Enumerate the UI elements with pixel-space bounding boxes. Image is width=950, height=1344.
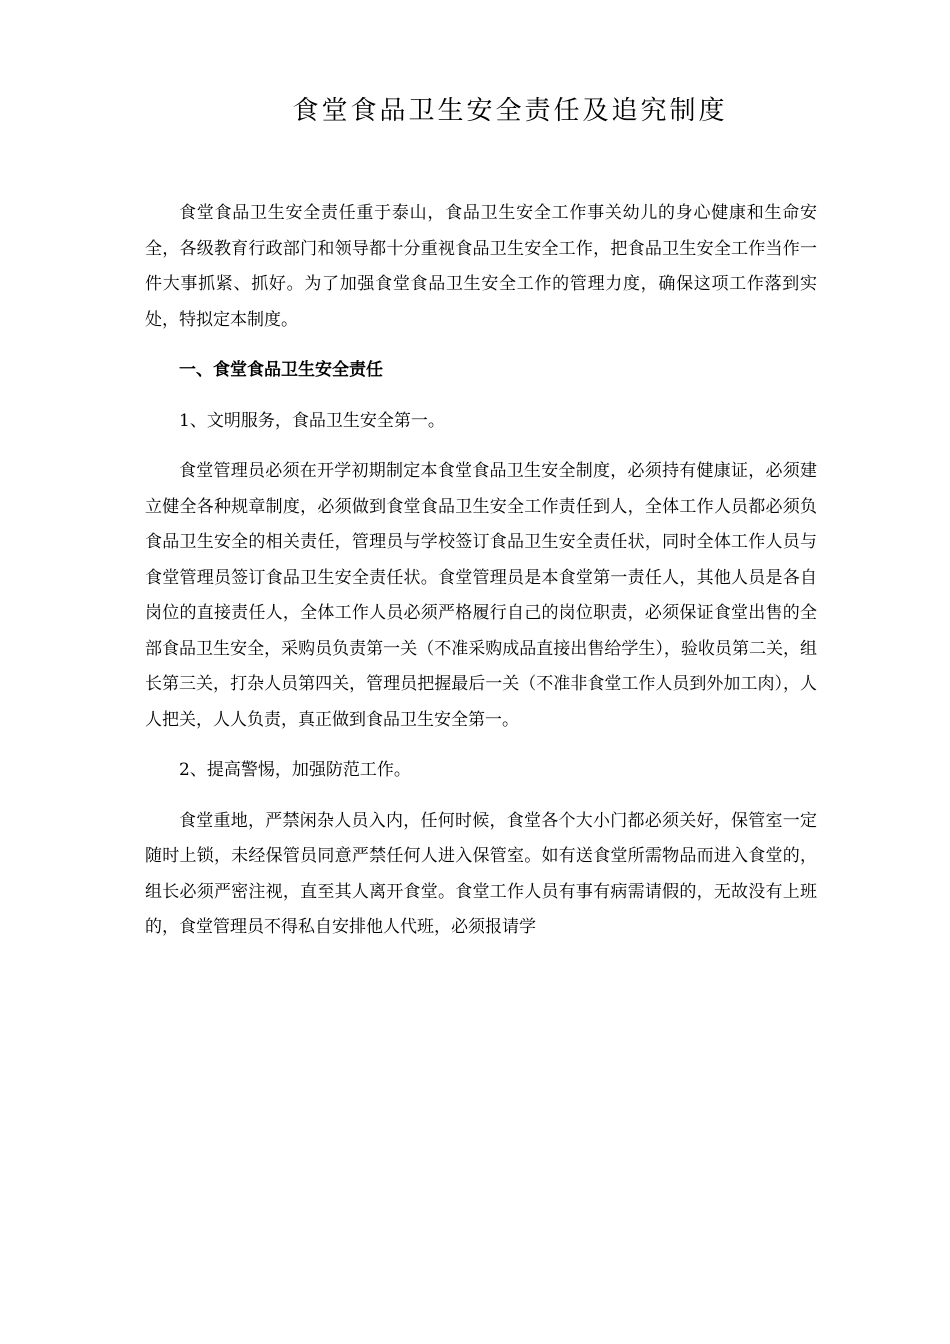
paragraph-1: 食堂管理员必须在开学初期制定本食堂食品卫生安全制度，必须持有健康证，必须建立健全各种规章制度，必须做到食堂食品卫生安全工作责任到人，全体工作人员都必须负食品卫生安全的相关责任，管理员与学校签订食品卫生安全责任状，同时全体工作人员与食堂管理员签订食品卫生安全责任状。食堂管理员是本食堂第一责任人，其他人员是各自岗位的直接责任人，全体工作人员必须严格履行自己的岗位职责，必须保证食堂出售的全部食品卫生安全，采购员负责第一关（不准采购成品直接出售给学生），验收员第二关，组长第三关，打杂人员第四关，管理员把握最后一关（不准非食堂工作人员到外加工肉），人人把关，人人负责，真正做到食品卫生安全第一。 (145, 461, 817, 730)
subheading-1: 1、文明服务，食品卫生安全第一。 (179, 410, 445, 431)
subheading-2: 2、提高警惕，加强防范工作。 (179, 760, 411, 780)
section-heading: 一、食堂食品卫生安全责任 (179, 360, 383, 380)
document-body (145, 196, 817, 961)
document-title: 食堂食品卫生安全责任及追究制度 (292, 96, 728, 126)
intro-paragraph: 食堂食品卫生安全责任重于泰山，食品卫生安全工作事关幼儿的身心健康和生命安全，各级教育行政部门和领导都十分重视食品卫生安全工作，把食品卫生安全工作当作一件大事抓紧、抓好。为了加强食堂食品卫生安全工作的管理力度，确保这项工作落到实处，特拟定本制度。 (145, 203, 817, 330)
paragraph-2: 食堂重地，严禁闲杂人员入内，任何时候，食堂各个大小门都必须关好，保管室一定随时上锁，未经保管员同意严禁任何人进入保管室。如有送食堂所需物品而进入食堂的，组长必须严密注视，直至其人离开食堂。食堂工作人员有事有病需请假的，无故没有上班的，食堂管理员不得私自安排他人代班，必须报请学 (145, 810, 817, 937)
